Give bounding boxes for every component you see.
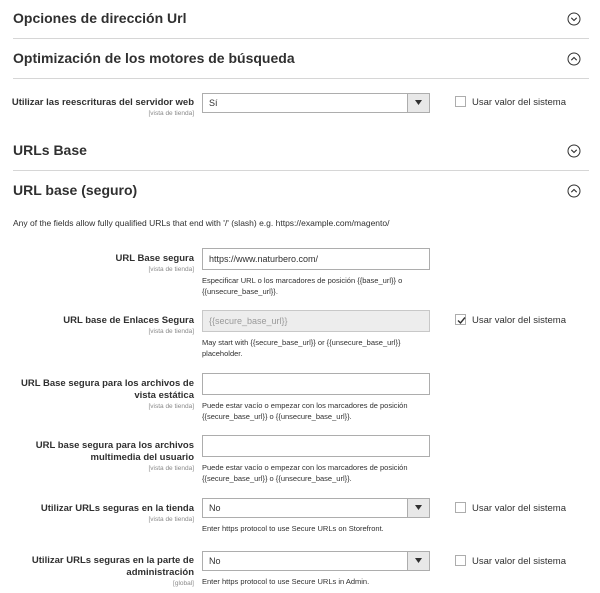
field-scope: [vista de tienda] (148, 110, 194, 117)
select-arrow-icon[interactable] (407, 499, 429, 517)
checkbox-label: Usar valor del sistema (472, 315, 566, 327)
field-scope: [vista de tienda] (148, 328, 194, 335)
field-scope: [vista de tienda] (148, 403, 194, 410)
checkbox-label: Usar valor del sistema (472, 97, 566, 109)
section-title: Optimización de los motores de búsqueda (13, 50, 295, 66)
use-system-value-checkbox[interactable] (455, 556, 566, 567)
section-title: URLs Base (13, 142, 87, 158)
secure-url-info-text: Any of the fields allow fully qualified URLs that end with '/' (slash) e.g. https://example.com/magento/ (13, 218, 390, 228)
select-value: No (209, 556, 221, 566)
section-header-base-urls[interactable] (13, 132, 589, 171)
field-label: Utilizar URLs seguras en la tienda [vista de tienda] (4, 503, 194, 524)
field-note: Enter https protocol to use Secure URLs on Storefront. (202, 524, 384, 533)
field-scope: [global] (173, 580, 194, 587)
select-value: Sí (209, 98, 218, 108)
field-scope: [vista de tienda] (148, 266, 194, 273)
chevron-up-icon[interactable] (567, 52, 581, 66)
section-header-base-urls-secure[interactable] (13, 172, 589, 211)
checkbox[interactable] (455, 502, 466, 513)
field-label: Utilizar las reescrituras del servidor web [vista de tienda] (4, 97, 194, 118)
use-system-value-checkbox[interactable] (455, 315, 566, 326)
checkbox-label: Usar valor del sistema (472, 503, 566, 515)
section-header-url-options[interactable] (13, 0, 589, 39)
checkbox-label: Usar valor del sistema (472, 556, 566, 568)
section-title: URL base (seguro) (13, 182, 138, 198)
field-note: Puede estar vacío o empezar con los marcadores de posición {{secure_base_url}} o {{unsecure_base_url}}. (202, 401, 408, 421)
field-note: Puede estar vacío o empezar con los marcadores de posición {{secure_base_url}} o {{unsecure_base_url}}. (202, 463, 408, 483)
chevron-down-icon[interactable] (567, 144, 581, 158)
field-note: Enter https protocol to use Secure URLs in Admin. (202, 577, 370, 586)
chevron-up-icon[interactable] (567, 184, 581, 198)
field-note: Especificar URL o los marcadores de posición {{base_url}} o {{unsecure_base_url}}. (202, 276, 403, 296)
secure-static-url-input[interactable] (202, 373, 430, 395)
use-secure-frontend-select[interactable] (202, 498, 430, 518)
web-rewrites-select[interactable] (202, 93, 430, 113)
field-note: May start with {{secure_base_url}} or {{unsecure_base_url}} placeholder. (202, 338, 401, 358)
field-label: URL Base segura [vista de tienda] (4, 253, 194, 274)
select-arrow-icon[interactable] (407, 552, 429, 570)
field-label: URL Base segura para los archivos de vista estática [vista de tienda] (4, 378, 194, 411)
field-label: URL base de Enlaces Segura [vista de tienda] (4, 315, 194, 336)
section-header-seo[interactable] (13, 40, 589, 79)
chevron-down-icon[interactable] (567, 12, 581, 26)
use-secure-admin-select[interactable] (202, 551, 430, 571)
select-arrow-icon[interactable] (407, 94, 429, 112)
field-label: Utilizar URLs seguras en la parte de administración [global] (4, 555, 194, 588)
field-label: URL base segura para los archivos multimedia del usuario [vista de tienda] (4, 440, 194, 473)
select-value: No (209, 503, 221, 513)
secure-media-url-input[interactable] (202, 435, 430, 457)
checkbox[interactable] (455, 96, 466, 107)
secure-base-link-url-input: {{secure_base_url}} (202, 310, 430, 332)
section-title: Opciones de dirección Url (13, 10, 187, 26)
checkbox[interactable] (455, 555, 466, 566)
field-scope: [vista de tienda] (148, 465, 194, 472)
use-system-value-checkbox[interactable] (455, 503, 566, 514)
use-system-value-checkbox[interactable] (455, 97, 566, 108)
secure-base-url-input[interactable]: https://www.naturbero.com/ (202, 248, 430, 270)
checkbox[interactable] (455, 314, 466, 325)
field-scope: [vista de tienda] (148, 516, 194, 523)
